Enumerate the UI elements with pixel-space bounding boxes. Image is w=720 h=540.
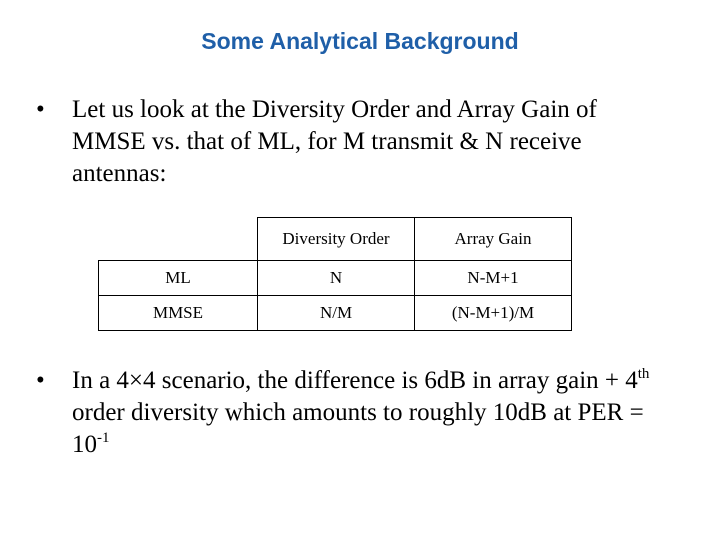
table-header-cell: Array Gain [415, 218, 572, 261]
table-header-cell [99, 218, 258, 261]
bullet-icon: • [36, 96, 45, 123]
bullet-text-part: In a 4×4 scenario, the difference is 6dB in array gain + 4 [72, 367, 638, 394]
bullet-item [36, 94, 676, 190]
comparison-table [98, 217, 572, 331]
table-row [99, 296, 572, 331]
table-cell: ML [99, 261, 258, 296]
table-cell: MMSE [99, 296, 258, 331]
table-row [99, 261, 572, 296]
superscript-text: th [637, 366, 650, 382]
bullet-icon: • [36, 367, 45, 394]
bullet-text: Let us look at the Diversity Order and Array Gain of MMSE vs. that of ML, for M transmit & N receive antennas: [72, 96, 597, 187]
table-cell: N [258, 261, 415, 296]
table-header-cell: Diversity Order [258, 218, 415, 261]
bullet-text [72, 365, 676, 461]
slide-title: Some Analytical Background [201, 28, 519, 54]
bullet-text-part: order diversity which amounts to roughly 10dB at PER = 10 [72, 399, 644, 458]
table-cell: N/M [258, 296, 415, 331]
superscript-text: -1 [97, 430, 110, 446]
table-cell: (N-M+1)/M [415, 296, 572, 331]
table-cell: N-M+1 [415, 261, 572, 296]
bullet-item [36, 365, 676, 461]
table-header-row [99, 218, 572, 261]
